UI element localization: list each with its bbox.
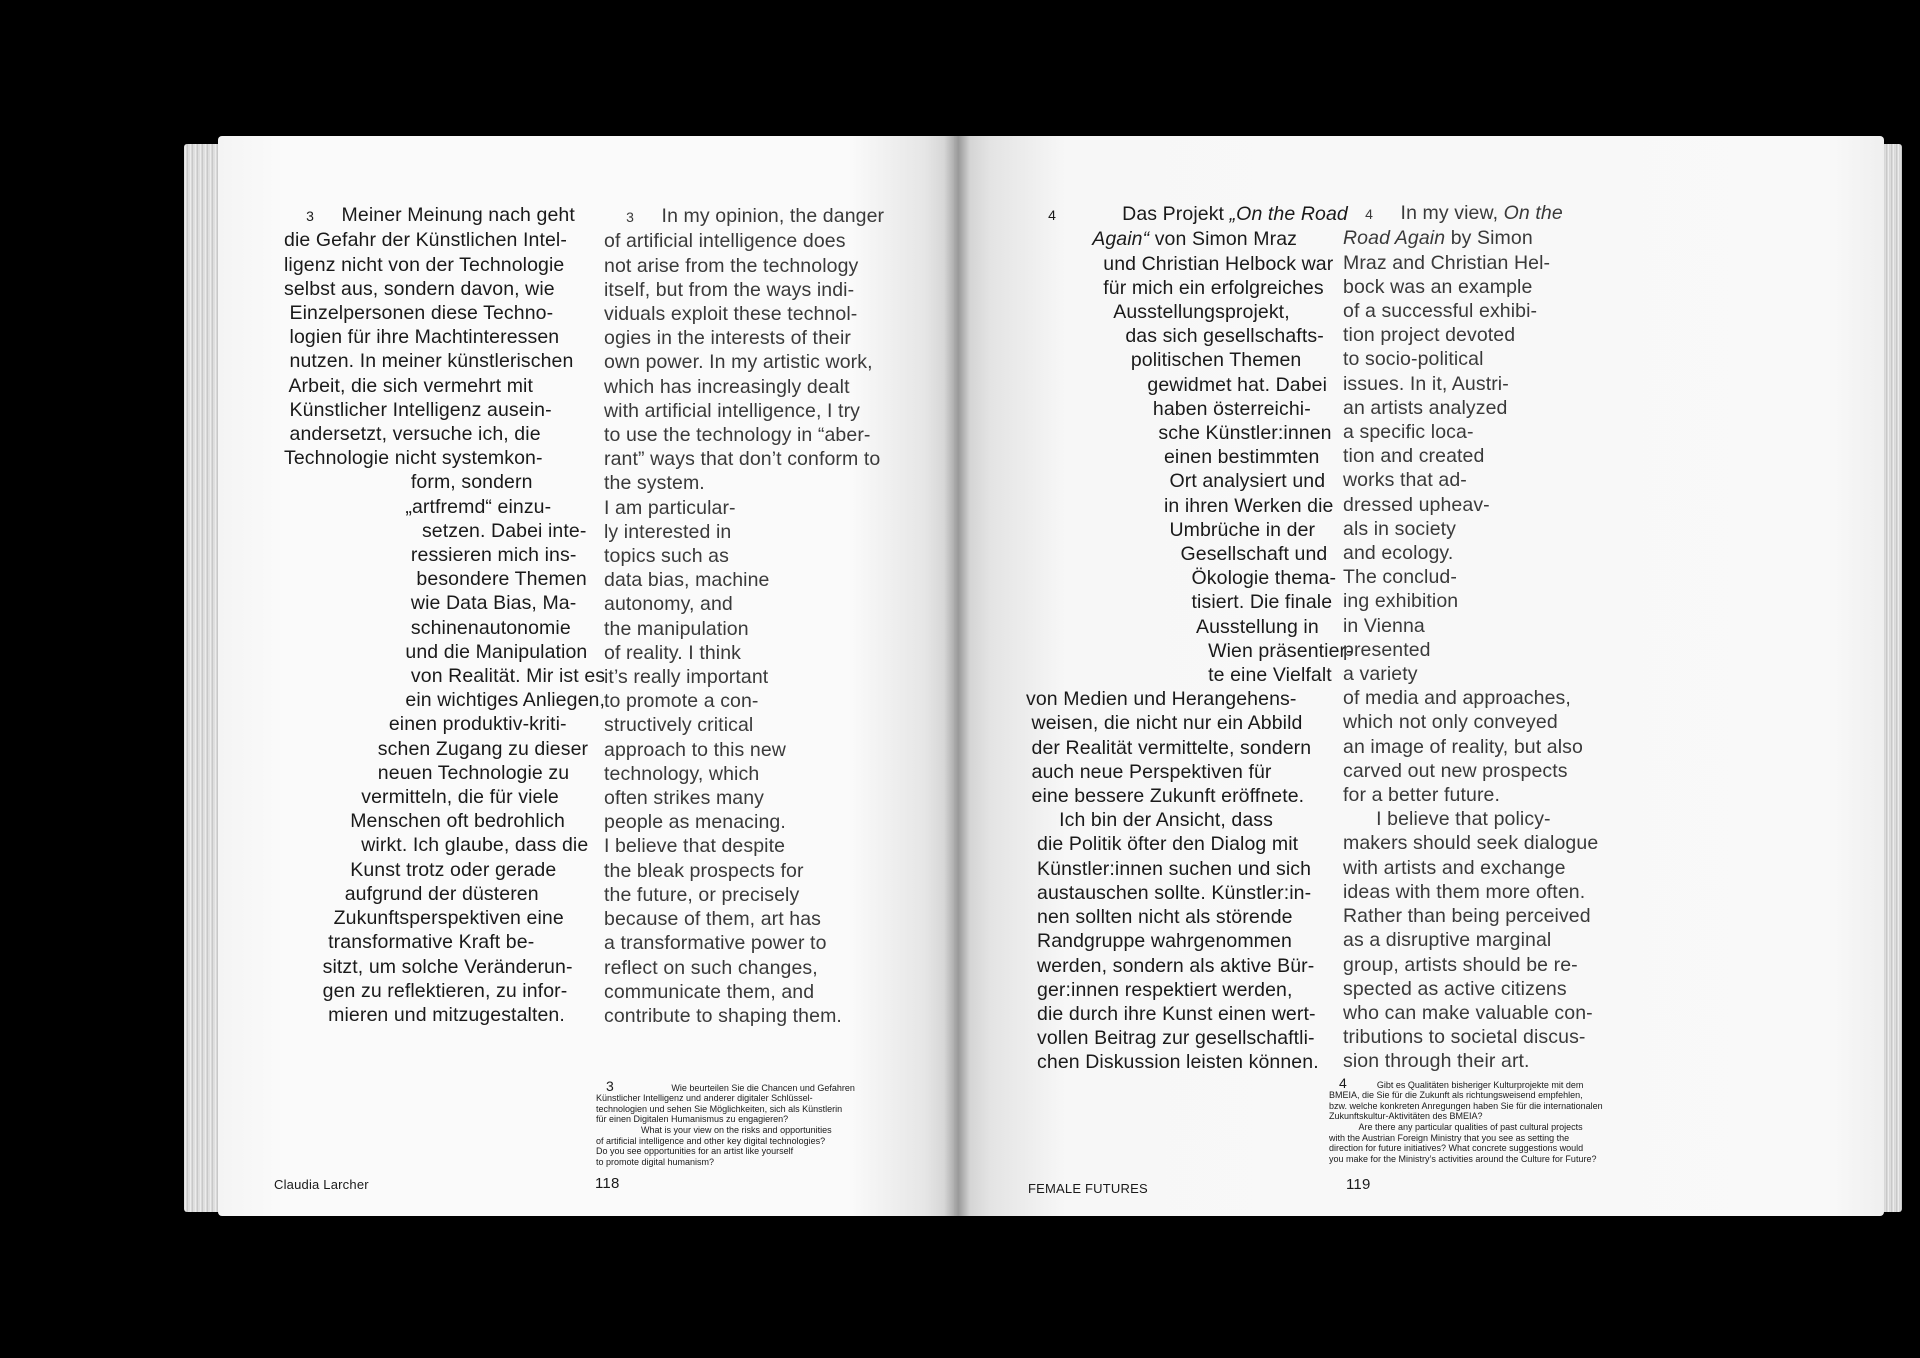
text-line: Meiner Meinung nach geht [313, 204, 575, 227]
text-line: it’s really important [604, 666, 769, 689]
text-line: a transformative power to [604, 932, 827, 955]
text-line: Randgruppe wahrgenommen [1026, 930, 1292, 953]
text-line: of reality. I think [604, 641, 742, 664]
text-line: technology, which [604, 762, 760, 785]
text-line: Menschen oft bedrohlich [284, 810, 565, 833]
text-line: das sich gesellschafts- [1026, 325, 1324, 348]
right-footnote [1329, 1067, 1603, 1175]
text-line: ressieren mich ins- [284, 544, 577, 567]
text-line: to promote digital humanism? [596, 1156, 715, 1167]
right-footnote-text [1329, 1080, 1603, 1164]
text-line: chen Diskussion leisten können. [1026, 1051, 1319, 1074]
text-line: auch neue Perspektiven für [1026, 760, 1272, 783]
text-line: einen bestimmten [1026, 446, 1320, 469]
author-name: Claudia Larcher [274, 1177, 369, 1192]
text-line: a specific loca- [1343, 421, 1474, 444]
text-line: logien für ihre Machtinteressen [284, 326, 560, 349]
text-line: as a disruptive marginal [1343, 929, 1552, 952]
text-line: topics such as [604, 545, 729, 568]
text-line: Kunst trotz oder gerade [284, 858, 557, 881]
text-line: contribute to shaping them. [604, 1004, 842, 1027]
text-line: carved out new prospects [1343, 759, 1568, 782]
text-line: makers should seek dialogue [1343, 832, 1599, 855]
book-gutter [944, 136, 970, 1216]
text-line: communicate them, and [604, 980, 815, 1003]
text-line: with the Austrian Foreign Ministry that you see as setting the [1329, 1132, 1570, 1143]
text-line: with artists and exchange [1343, 856, 1566, 879]
text-line: Künstlicher Intelligenz ausein- [284, 398, 552, 421]
text-line: I believe that despite [604, 835, 786, 858]
text-line: Mraz and Christian Hel- [1343, 251, 1551, 274]
text-line: in ihren Werken die [1026, 494, 1334, 517]
text-line: Das Projekt „On the Road [1055, 203, 1348, 226]
text-line: Are there any particular qualities of past cultural projects [1329, 1121, 1583, 1132]
text-line: a variety [1343, 663, 1418, 686]
text-line: technologien und sehen Sie Möglichkeiten, sich als Künstlerin [596, 1103, 843, 1114]
text-line: transformative Kraft be- [284, 931, 535, 954]
text-line: weisen, die nicht nur ein Abbild [1026, 712, 1303, 735]
right-de-text [1026, 203, 1353, 1073]
text-line: form, sondern [284, 471, 533, 494]
text-line: data bias, machine [604, 569, 770, 592]
text-line: ger:innen respektiert werden, [1026, 978, 1293, 1001]
text-line: neuen Technologie zu [284, 761, 570, 784]
text-line: bock was an example [1343, 275, 1533, 298]
text-line: Zukunftskultur-Aktivitäten des BMEIA? [1329, 1111, 1483, 1122]
text-line: vermitteln, die für viele [284, 786, 559, 809]
text-line: Rather than being perceived [1343, 905, 1591, 928]
text-line: group, artists should be re- [1343, 953, 1578, 976]
text-line: autonomy, and [604, 593, 733, 616]
text-line: own power. In my artistic work, [604, 351, 873, 374]
text-line: In my view, On the [1372, 202, 1563, 225]
text-line: ogies in the interests of their [604, 327, 851, 350]
text-line: spected as active citizens [1343, 977, 1567, 1000]
text-line: Gesellschaft und [1026, 543, 1328, 566]
text-line: für mich ein erfolgreiches [1026, 276, 1324, 299]
left-de-number: 3 [306, 208, 314, 225]
text-line: of media and approaches, [1343, 687, 1571, 710]
text-line: reflect on such changes, [604, 956, 818, 979]
text-line: „artfremd“ einzu- [284, 495, 552, 518]
text-line: ly interested in [604, 520, 732, 543]
text-line: vollen Beitrag zur gesellschaftli- [1026, 1027, 1315, 1050]
left-footnote-number: 3 [606, 1077, 614, 1094]
right-de-column [1026, 178, 1353, 1099]
text-line: ideas with them more often. [1343, 880, 1586, 903]
text-line: eine bessere Zukunft eröffnete. [1026, 785, 1305, 808]
left-en-text [604, 205, 884, 1027]
text-line: te eine Vielfalt [1026, 664, 1332, 687]
text-line: Künstlicher Intelligenz und anderer digitaler Schlüssel- [596, 1093, 813, 1104]
text-line: aufgrund der düsteren [284, 882, 539, 905]
left-en-column [604, 180, 884, 1052]
text-line: to use the technology in “aber- [604, 424, 871, 447]
text-line: Ausstellung in [1026, 615, 1319, 638]
text-line: the bleak prospects for [604, 859, 804, 882]
page-number-119: 119 [1346, 1176, 1371, 1193]
text-line: tion project devoted [1343, 324, 1516, 347]
right-de-number: 4 [1048, 207, 1056, 224]
text-line: und Christian Helbock war [1026, 252, 1334, 275]
left-de-text [284, 204, 605, 1026]
text-line: austauschen sollte. Künstler:in- [1026, 881, 1312, 904]
text-line: which has increasingly dealt [604, 375, 850, 398]
text-line: for a better future. [1343, 784, 1501, 807]
text-line: bzw. welche konkreten Anregungen haben Sie für die internationalen [1329, 1100, 1603, 1111]
text-line: Gibt es Qualitäten bisheriger Kulturprojekte mit dem [1346, 1079, 1584, 1090]
text-line: setzen. Dabei inte- [284, 519, 587, 542]
text-line: für einen Digitalen Humanismus zu engagieren? [596, 1114, 789, 1125]
text-line: mieren und mitzugestalten. [284, 1003, 565, 1026]
text-line: Ökologie thema- [1026, 567, 1337, 590]
text-line: presented [1343, 638, 1431, 661]
text-line: von Realität. Mir ist es [284, 665, 606, 688]
text-line: Road Again by Simon [1343, 227, 1533, 250]
text-line: tisiert. Die finale [1026, 591, 1333, 614]
text-line: haben österreichi- [1026, 397, 1311, 420]
text-line: to socio-political [1343, 348, 1484, 371]
text-line: The conclud- [1343, 566, 1457, 589]
text-line: I am particular- [604, 496, 736, 519]
left-footnote [596, 1070, 855, 1178]
text-line: schinenautonomie [284, 616, 571, 639]
text-line: die durch ihre Kunst einen wert- [1026, 1002, 1316, 1025]
text-line: sion through their art. [1343, 1050, 1530, 1073]
text-line: als in society [1343, 517, 1457, 540]
text-line: Technologie nicht systemkon- [284, 447, 543, 470]
text-line: dressed upheav- [1343, 493, 1490, 516]
left-en-number: 3 [626, 209, 634, 226]
text-line: who can make valuable con- [1343, 1001, 1593, 1024]
text-line: tributions to societal discus- [1343, 1026, 1586, 1049]
text-line: der Realität vermittelte, sondern [1026, 736, 1312, 759]
text-line: selbst aus, sondern davon, wie [284, 277, 555, 300]
text-line: of artificial intelligence and other key digital technologies? [596, 1135, 826, 1146]
right-en-text [1343, 202, 1598, 1072]
text-line: BMEIA, die Sie für die Zukunft als richtungsweisend empfehlen, [1329, 1090, 1583, 1101]
text-line: not arise from the technology [604, 254, 859, 277]
text-line: the future, or precisely [604, 883, 800, 906]
text-line: people as menacing. [604, 811, 786, 834]
text-line: works that ad- [1343, 469, 1467, 492]
text-line: Ort analysiert und [1026, 470, 1326, 493]
text-line: Künstler:innen suchen und sich [1026, 857, 1312, 880]
text-line: nen sollten nicht als störende [1026, 906, 1293, 929]
text-line: In my opinion, the danger [633, 205, 885, 228]
section-title: FEMALE FUTURES [1028, 1181, 1148, 1196]
text-line: Do you see opportunities for an artist like yourself [596, 1146, 794, 1157]
text-line: von Medien und Herangehens- [1026, 688, 1297, 711]
text-line: besondere Themen [284, 568, 587, 591]
text-line: What is your view on the risks and opportunities [596, 1124, 832, 1135]
text-line: die Gefahr der Künstlichen Intel- [284, 229, 567, 252]
text-line: einen produktiv-kriti- [284, 713, 567, 736]
text-line: often strikes many [604, 787, 765, 810]
text-line: an artists analyzed [1343, 396, 1508, 419]
page-number-118: 118 [595, 1175, 620, 1192]
text-line: viduals exploit these technol- [604, 303, 858, 326]
text-line: sche Künstler:innen [1026, 422, 1332, 445]
text-line: of artificial intelligence does [604, 230, 846, 253]
text-line: the system. [604, 472, 705, 495]
text-line: structively critical [604, 714, 754, 737]
text-line: Wie beurteilen Sie die Chancen und Gefahren [613, 1082, 855, 1093]
text-line: the manipulation [604, 617, 749, 640]
text-line: issues. In it, Austri- [1343, 372, 1509, 395]
left-footnote-text [596, 1083, 855, 1167]
text-line: with artificial intelligence, I try [604, 399, 861, 422]
text-line: and ecology. [1343, 542, 1454, 565]
text-line: because of them, art has [604, 908, 822, 931]
text-line: an image of reality, but also [1343, 735, 1583, 758]
text-line: ein wichtiges Anliegen, [284, 689, 605, 712]
text-line: you make for the Ministry’s activities around the Culture for Future? [1329, 1153, 1597, 1164]
text-line: Umbrüche in der [1026, 518, 1316, 541]
text-line: tion and created [1343, 445, 1485, 468]
right-footnote-number: 4 [1339, 1074, 1347, 1091]
text-line: I believe that policy- [1343, 808, 1551, 831]
text-line: wie Data Bias, Ma- [284, 592, 577, 615]
text-line: nutzen. In meiner künstlerischen [284, 350, 574, 373]
text-line: Ausstellungsprojekt, [1026, 301, 1290, 324]
text-line: Ich bin der Ansicht, dass [1026, 809, 1273, 832]
text-line: gewidmet hat. Dabei [1026, 373, 1328, 396]
text-line: of a successful exhibi- [1343, 300, 1538, 323]
text-line: ligenz nicht von der Technologie [284, 253, 565, 276]
right-en-column [1343, 177, 1598, 1098]
text-line: Again“ von Simon Mraz [1092, 228, 1297, 251]
text-line: werden, sondern als aktive Bür- [1026, 954, 1315, 977]
text-line: Einzelpersonen diese Techno- [284, 302, 554, 325]
text-line: ing exhibition [1343, 590, 1459, 613]
text-line: politischen Themen [1026, 349, 1302, 372]
right-en-number: 4 [1365, 206, 1373, 223]
text-line: und die Manipulation [284, 640, 588, 663]
text-line: itself, but from the ways indi- [604, 278, 855, 301]
text-line: wirkt. Ich glaube, dass die [284, 834, 589, 857]
text-line: rant” ways that don’t conform to [604, 448, 881, 471]
text-line: Arbeit, die sich vermehrt mit [284, 374, 533, 397]
text-line: Zukunftsperspektiven eine [284, 907, 564, 930]
text-line: to promote a con- [604, 690, 759, 713]
text-line: sitzt, um solche Veränderun- [284, 955, 573, 978]
text-line: Wien präsentier- [1026, 639, 1353, 662]
text-line: which not only conveyed [1343, 711, 1558, 734]
text-line: die Politik öfter den Dialog mit [1026, 833, 1299, 856]
text-line: andersetzt, versuche ich, die [284, 423, 541, 446]
text-line: approach to this new [604, 738, 786, 761]
text-line: gen zu reflektieren, zu infor- [284, 979, 568, 1002]
left-de-column [284, 179, 605, 1051]
text-line: schen Zugang zu dieser [284, 737, 589, 760]
text-line: in Vienna [1343, 614, 1425, 637]
text-line: direction for future initiatives? What concrete suggestions would [1329, 1143, 1584, 1154]
